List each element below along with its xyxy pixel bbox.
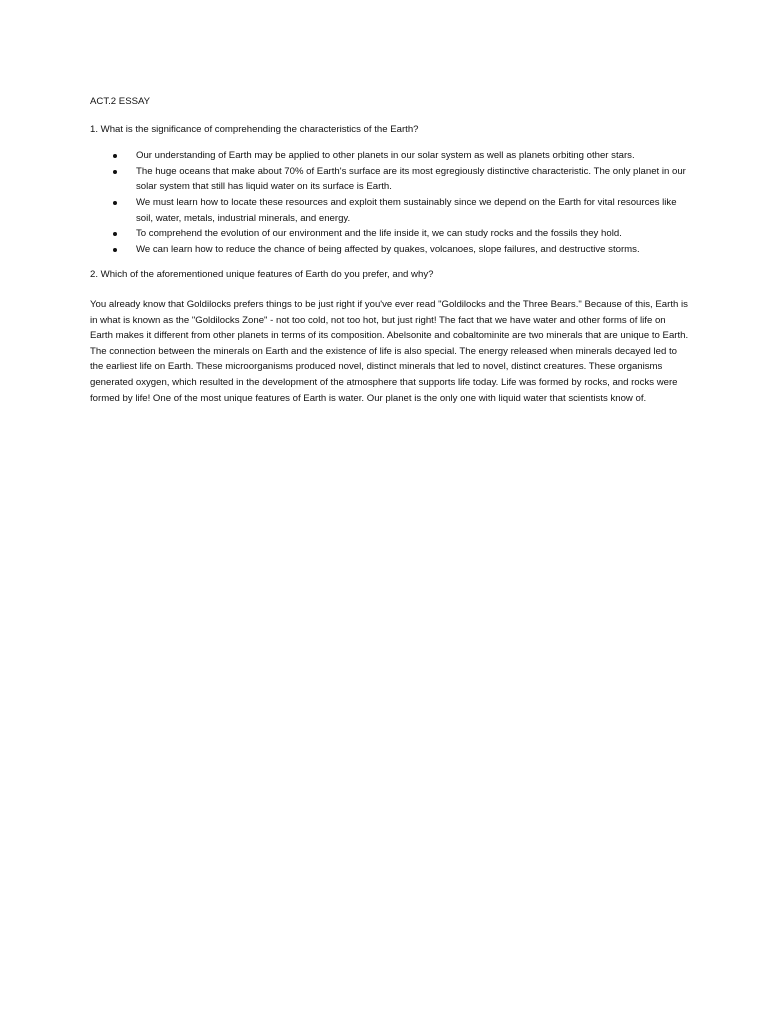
bullet-icon	[113, 170, 117, 174]
bullet-icon	[113, 201, 117, 205]
list-item	[90, 242, 690, 258]
list-item	[90, 195, 690, 226]
bullet-icon	[113, 232, 117, 236]
document-title: ACT.2 ESSAY	[90, 96, 151, 107]
list-item	[90, 148, 690, 164]
document-body	[90, 94, 690, 406]
question-1: 1. What is the significance of comprehending the characteristics of the Earth?	[90, 123, 419, 135]
list-item	[90, 226, 690, 242]
answer-2-paragraph: You already know that Goldilocks prefers things to be just right if you've ever read "Goldilocks and the Three Bears." Because of this, Earth is in what is known as the "Goldilocks Zone" - not too cold, not too hot, but just right! The fact that we have water and other forms of life on Earth makes it different from other planets in terms of its composition. Abelsonite and cobaltominite are two minerals that are unique to Earth. The connection between the minerals on Earth and the existence of life is also special. The energy released when minerals decayed led to the earliest life on Earth. These microorganisms produced novel, distinct minerals that led to novel, distinct creatures. These organisms generated oxygen, which resulted in the development of the atmosphere that supports life today. Life was formed by rocks, and rocks were formed by life! One of the most unique features of Earth is water. Our planet is the only one with liquid water that scientists know of.	[90, 298, 689, 404]
bullet-icon	[113, 248, 117, 252]
bullet-text: Our understanding of Earth may be applied to other planets in our solar system as well as planets orbiting other stars.	[136, 150, 635, 162]
bullet-text: We can learn how to reduce the chance of being affected by quakes, volcanoes, slope failures, and destructive storms.	[136, 243, 640, 255]
list-item	[90, 164, 690, 195]
bullet-text: The huge oceans that make about 70% of Earth's surface are its most egregiously distinctive characteristic. The only planet in our solar system that still has liquid water on its surface is Earth.	[136, 165, 686, 193]
bullet-text: To comprehend the evolution of our environment and the life inside it, we can study rocks and the fossils they hold.	[136, 228, 622, 240]
bullet-list	[90, 148, 690, 257]
bullet-icon	[113, 154, 117, 158]
bullet-text: We must learn how to locate these resources and exploit them sustainably since we depend on the Earth for vital resources like soil, water, metals, industrial minerals, and energy.	[136, 196, 677, 224]
question-2: 2. Which of the aforementioned unique features of Earth do you prefer, and why?	[90, 269, 434, 281]
